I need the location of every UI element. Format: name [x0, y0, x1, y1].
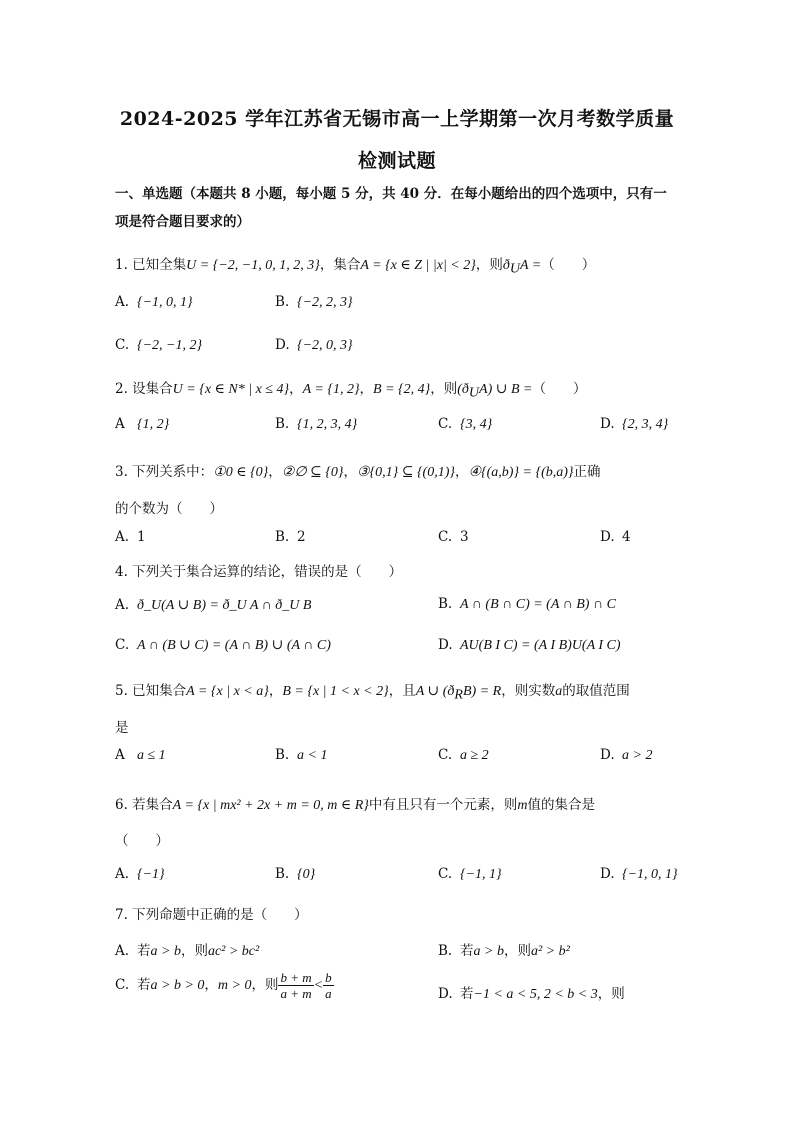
option-text: 4: [622, 529, 631, 545]
option-label: B.: [275, 529, 290, 545]
question-2-stem: [115, 377, 587, 402]
q2-math-expression: A) ∪ B =: [479, 382, 533, 397]
option-text: 若: [460, 943, 474, 959]
option-text: ，则: [251, 977, 279, 993]
option-text: AU(B I C) = (A I B)U(A I C): [460, 638, 621, 653]
q5-text-b: ，: [268, 683, 283, 699]
q1-math-set-a: A = {x ∈ Z | |x| < 2}: [360, 258, 476, 273]
option-text: {3, 4}: [460, 417, 493, 432]
question-5-stem: [115, 679, 630, 704]
option-label: C.: [438, 747, 453, 763]
option-label: B.: [438, 943, 453, 959]
option-label: D.: [600, 416, 615, 432]
option-math: a > b > 0: [150, 978, 205, 993]
fraction-b-plus-m-over-a-plus-m: [278, 970, 313, 1001]
option-label: A.: [115, 943, 130, 959]
q5-math-a: a: [555, 684, 563, 699]
q2-text-d: ，则: [430, 381, 458, 397]
q2-math-universal-set: U = {x ∈ N* | x ≤ 4}: [172, 382, 290, 397]
option-text: ，: [204, 977, 218, 993]
option-text: {0}: [297, 867, 316, 882]
option-label: A.: [115, 294, 130, 310]
q1-option-d: [275, 337, 353, 354]
option-label: D.: [275, 337, 290, 353]
q5-option-b: [275, 747, 327, 764]
option-text: a ≥ 2: [460, 748, 489, 763]
q3-separator: ，: [343, 464, 357, 480]
q3-item-1: ①0 ∈ {0}: [213, 465, 269, 480]
q5-text-d: ，则实数: [501, 683, 556, 699]
q3-text-b: 正确: [573, 464, 601, 480]
q4-option-b: [438, 596, 616, 613]
q5-complement-symbol: A ∪ (ð: [415, 684, 455, 699]
q1-answer-paren: （ ）: [541, 257, 596, 273]
q6-text-a: 6. 若集合: [115, 797, 173, 813]
q5-complement-subscript: R: [454, 687, 463, 703]
option-text: {1, 2, 3, 4}: [297, 417, 358, 432]
question-5-stem-line2: 是: [115, 720, 129, 736]
q6-option-c: [438, 866, 502, 883]
q2-complement-symbol: (ð: [457, 382, 469, 397]
q2-option-c: [438, 416, 492, 433]
option-math: −1 < a < 5, 2 < b < 3: [473, 987, 598, 1002]
q1-complement-symbol: ð: [502, 258, 510, 273]
q1-option-b: [275, 294, 353, 311]
q5-option-d: [600, 747, 652, 764]
question-6-stem-line2: （ ）: [115, 833, 169, 849]
q1-math-universal-set: U = {−2, −1, 0, 1, 2, 3}: [186, 258, 320, 273]
q5-text-a: 5. 已知集合: [115, 683, 187, 699]
q2-complement-subscript: U: [468, 385, 480, 401]
fraction-denominator: a + m: [280, 986, 312, 1001]
option-text: A ∩ (B ∪ C) = (A ∩ B) ∪ (A ∩ C): [137, 638, 331, 653]
q2-option-d: [600, 416, 668, 433]
question-4-stem: 4. 下列关于集合运算的结论，错误的是（ ）: [115, 564, 403, 580]
q2-answer-paren: （ ）: [532, 381, 587, 397]
q5-math-set-a: A = {x | x < a}: [186, 684, 269, 699]
q2-option-b: [275, 416, 357, 433]
section-heading-line2: 项是符合题目要求的）: [115, 214, 250, 230]
option-label: C.: [438, 416, 453, 432]
q6-option-d: [600, 866, 678, 883]
q1-text-a: 1. 已知全集: [115, 257, 187, 273]
q1-math-complement: A =: [519, 258, 542, 273]
option-label: A.: [115, 866, 130, 882]
option-text: {−1}: [137, 867, 165, 882]
q6-math-m: m: [517, 798, 528, 813]
q3-option-a: [115, 529, 146, 545]
option-text: 3: [460, 529, 469, 545]
q2-math-set-a: A = {1, 2}: [302, 382, 360, 397]
option-label: D.: [600, 866, 615, 882]
option-math: <: [313, 978, 324, 993]
option-text: a > 2: [622, 748, 653, 763]
option-text: ð_U(A ∪ B) = ð_U A ∩ ð_U B: [137, 598, 312, 613]
option-label: C.: [438, 866, 453, 882]
q6-math-set-a: A = {x | mx² + 2x + m = 0, m ∈ R}: [172, 798, 369, 813]
question-3-stem: [115, 460, 601, 481]
q2-math-set-b: B = {2, 4}: [373, 382, 431, 397]
option-math: a² > b²: [530, 944, 570, 959]
q6-text-c: 值的集合是: [527, 797, 596, 813]
option-text: a < 1: [297, 748, 328, 763]
option-text: 若: [137, 977, 151, 993]
q5-option-c: [438, 747, 489, 764]
q1-complement-subscript: U: [509, 261, 520, 277]
q4-option-d: [438, 637, 621, 654]
option-label: B.: [438, 596, 453, 612]
q5-option-a: [115, 747, 166, 764]
question-6-stem: [115, 793, 595, 814]
option-label: B.: [275, 294, 290, 310]
option-math: a > b: [150, 944, 181, 959]
option-text: 若: [460, 986, 474, 1002]
q3-separator: ，: [454, 464, 469, 480]
option-label: C.: [115, 337, 130, 353]
option-text: {−2, 2, 3}: [297, 295, 353, 310]
q5-math-set-b: B = {x | 1 < x < 2}: [282, 684, 389, 699]
option-math: m > 0: [217, 978, 252, 993]
q2-text-c: ，: [359, 381, 374, 397]
q5-text-e: 的取值范围: [562, 683, 630, 699]
q3-separator: ，: [268, 464, 282, 480]
option-text: 1: [137, 529, 146, 545]
option-label: A.: [115, 529, 130, 545]
option-label: A: [115, 747, 125, 763]
fraction-numerator: b + m: [280, 970, 312, 985]
q6-text-b: 中有且只有一个元素，则: [368, 797, 518, 813]
q3-option-b: [275, 529, 306, 545]
option-text: {1, 2}: [137, 417, 170, 432]
fraction-b-over-a: [323, 970, 334, 1001]
option-text: 若: [137, 943, 151, 959]
option-label: C.: [115, 637, 130, 653]
q2-text-a: 2. 设集合: [115, 381, 173, 397]
option-math: ac² > bc²: [207, 944, 260, 959]
q1-text-c: ，则: [475, 257, 503, 273]
option-text: ，则: [597, 986, 625, 1002]
document-title-line1: 2024-2025 学年江苏省无锡市高一上学期第一次月考数学质量: [119, 108, 675, 130]
option-text: {−2, −1, 2}: [137, 338, 203, 353]
option-text: ，则: [503, 943, 531, 959]
option-label: A: [115, 416, 125, 432]
q5-text-c: ，且: [388, 683, 416, 699]
option-label: B.: [275, 866, 290, 882]
q7-option-c: [115, 970, 334, 1001]
q3-option-d: [600, 529, 631, 545]
option-text: ，则: [180, 943, 208, 959]
option-label: D.: [438, 637, 453, 653]
option-label: A.: [115, 597, 130, 613]
q7-option-b: [438, 939, 570, 960]
option-label: C.: [438, 529, 453, 545]
option-label: C.: [115, 977, 130, 993]
q6-option-b: [275, 866, 315, 883]
q5-math-union: B) = R: [462, 684, 502, 699]
document-title-line2: 检测试题: [357, 150, 436, 172]
q3-item-2: ②∅ ⊆ {0}: [281, 465, 344, 480]
option-label: D.: [600, 529, 615, 545]
q3-item-4: ④{(a,b)} = {(b,a)}: [468, 465, 574, 480]
question-7-stem: 7. 下列命题中正确的是（ ）: [115, 907, 308, 923]
option-text: 2: [297, 529, 306, 545]
option-text: {−1, 0, 1}: [137, 295, 193, 310]
q4-option-a: [115, 597, 311, 614]
option-text: {−1, 1}: [460, 867, 502, 882]
fraction-numerator: b: [325, 970, 332, 985]
question-1-stem: [115, 253, 595, 278]
q7-option-d: [438, 982, 625, 1003]
section-heading: [115, 180, 675, 236]
fraction-denominator: a: [325, 986, 332, 1001]
q1-option-a: [115, 294, 193, 311]
option-text: a ≤ 1: [137, 748, 166, 763]
option-text: {−1, 0, 1}: [622, 867, 678, 882]
q4-option-c: [115, 637, 331, 654]
q1-option-c: [115, 337, 202, 354]
section-heading-line1: 一、单选题（本题共 8 小题，每小题 5 分，共 40 分．在每小题给出的四个选项中，只有一: [115, 186, 667, 202]
option-text: {2, 3, 4}: [622, 417, 669, 432]
q1-text-b: ，集合: [319, 257, 361, 273]
q6-option-a: [115, 866, 165, 883]
option-label: B.: [275, 747, 290, 763]
q2-option-a: [115, 416, 169, 433]
q3-text-a: 3. 下列关系中：: [115, 464, 214, 480]
option-math: a > b: [473, 944, 504, 959]
option-text: A ∩ (B ∩ C) = (A ∩ B) ∩ C: [460, 597, 616, 612]
option-label: D.: [600, 747, 615, 763]
q2-text-b: ，: [289, 381, 303, 397]
option-text: {−2, 0, 3}: [297, 338, 353, 353]
option-label: D.: [438, 986, 453, 1002]
option-label: B.: [275, 416, 290, 432]
q3-item-3: ③{0,1} ⊆ {(0,1)}: [356, 465, 455, 480]
q7-option-a: [115, 939, 259, 960]
question-3-stem-line2: 的个数为（ ）: [115, 501, 223, 517]
q3-option-c: [438, 529, 469, 545]
